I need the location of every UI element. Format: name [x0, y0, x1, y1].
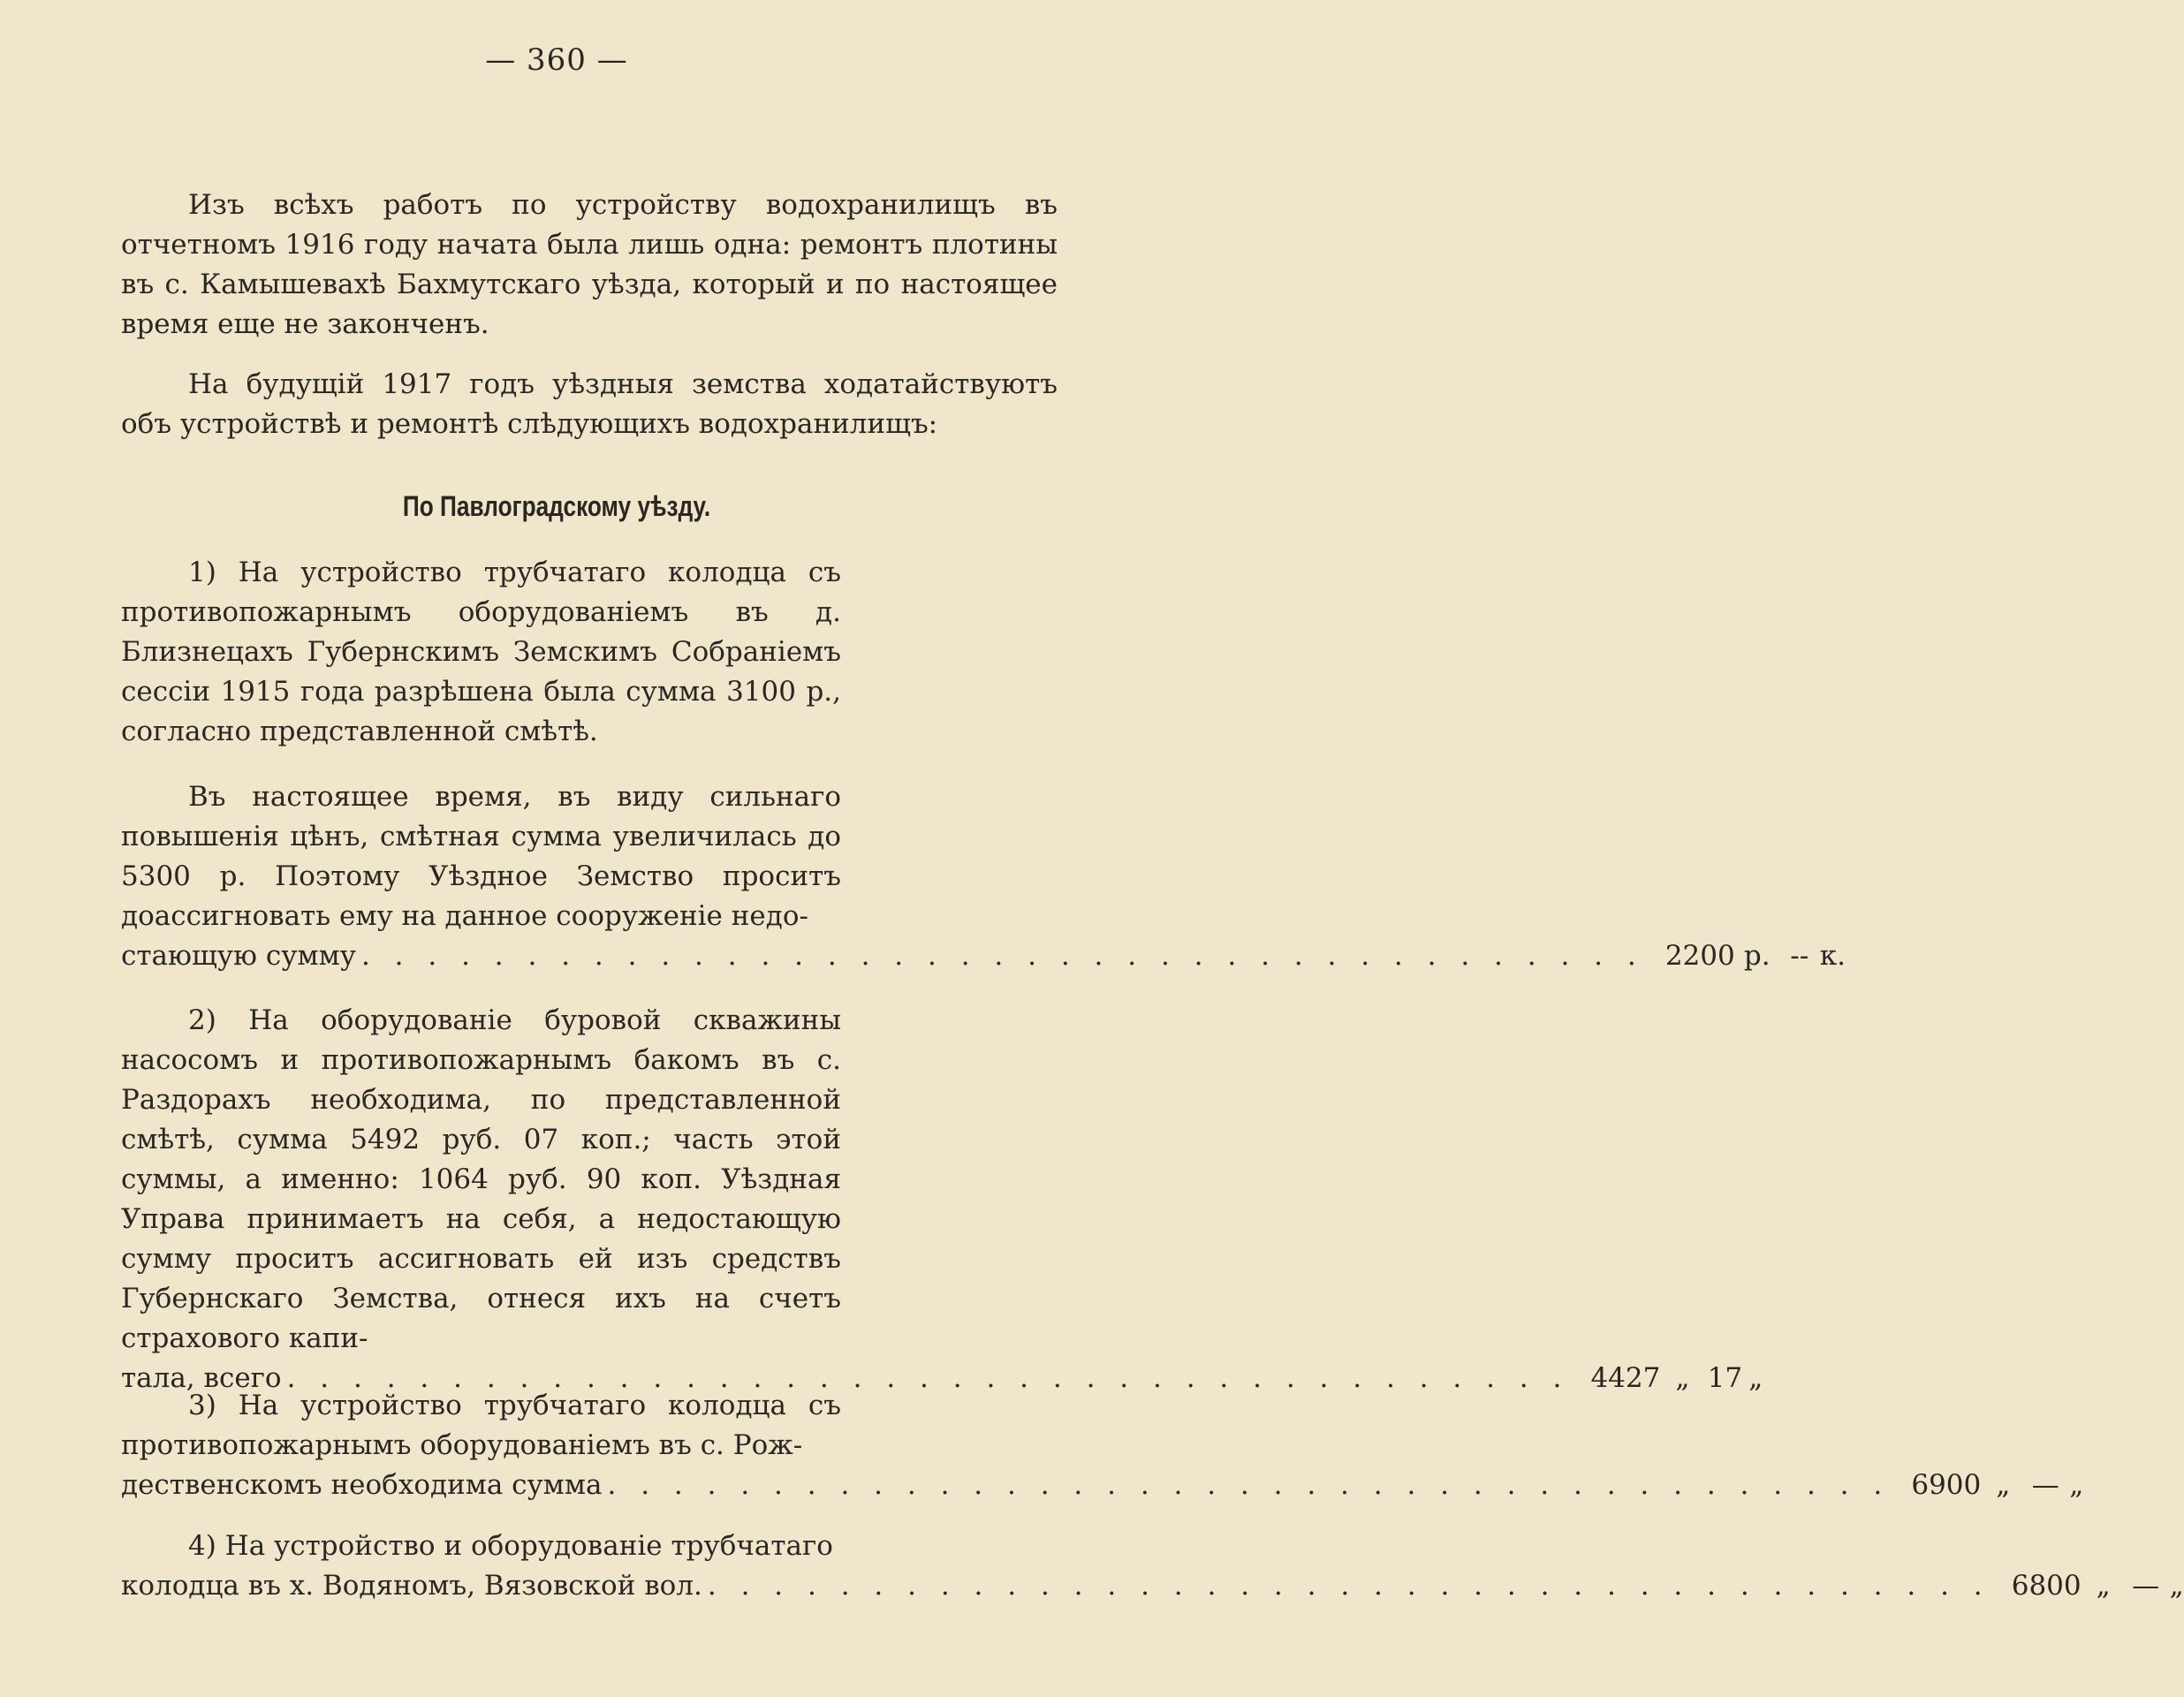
amount-rubles: 6900	[1911, 1469, 1982, 1501]
section-heading: По Павлоградскому уѣзду.	[402, 490, 711, 522]
unit-kopecks: „	[1748, 1362, 1763, 1394]
unit-kopecks: к.	[1819, 940, 1846, 972]
estimate-item-2	[121, 1001, 1763, 1398]
dot-leader: . . . . . . . . . . . . . . . . . . . . . . . . . . . . . . . . . . . . . . .	[360, 940, 1644, 972]
item-4-text: 4) На устройство и оборудованіе трубчатаго	[188, 1530, 833, 1562]
unit-rubles: р.	[1743, 940, 1771, 972]
estimate-item-1-continued	[121, 777, 1846, 976]
item-1-amount	[1651, 936, 1846, 976]
unit-kopecks: „	[2069, 1469, 2084, 1501]
item-1-last-line: стающую сумму	[121, 940, 356, 972]
unit-rubles: „	[1675, 1362, 1690, 1394]
item-1-amount-line	[121, 936, 1846, 976]
unit-rubles: „	[2096, 1570, 2111, 1602]
dot-leader: . . . . . . . . . . . . . . . . . . . . . . . . . . . . . . . . . . . . . . .	[607, 1469, 1891, 1501]
amount-rubles: 4427	[1590, 1362, 1661, 1394]
item-4-amount-line	[121, 1566, 2184, 1606]
page-number: — 360 —	[485, 42, 628, 78]
item-2-last-line: тала, всего	[121, 1362, 282, 1394]
dot-leader: . . . . . . . . . . . . . . . . . . . . . . . . . . . . . . . . . . . . . . .	[707, 1570, 1991, 1602]
estimate-item-4	[121, 1527, 2184, 1606]
item-3-last-line: дественскомъ необходима сумма	[121, 1469, 603, 1501]
item-3-amount-line	[121, 1466, 2084, 1505]
unit-rubles: „	[1996, 1469, 2011, 1501]
amount-kopecks: —	[2132, 1570, 2160, 1602]
amount-kopecks: —	[2031, 1469, 2059, 1501]
item-4-last-line: колодца въ х. Водяномъ, Вязовской вол.	[121, 1570, 702, 1602]
item-2-text: 2) На оборудованіе буровой скважины насосомъ и противопожарнымъ бакомъ въ с. Раздорахъ необходима, по представленной смѣтѣ, сумма 5492 руб. 07 коп.; часть этой суммы, а именно: 1064 руб. 90 коп. Уѣздная Управа принимаетъ на себя, а недостающую сумму проситъ ассигновать ей изъ средствъ Губернскаго Земства, отнеся ихъ на счетъ страхового капи-	[121, 1004, 841, 1354]
item-2-amount	[1576, 1359, 1763, 1398]
intro-paragraph-2: На будущій 1917 годъ уѣздныя земства ходатайствуютъ объ устройствѣ и ремонтѣ слѣдующихъ водохранилищъ:	[121, 368, 1058, 440]
estimate-item-3	[121, 1386, 2084, 1505]
amount-rubles: 2200	[1665, 940, 1735, 972]
dot-leader: . . . . . . . . . . . . . . . . . . . . . . . . . . . . . . . . . . . . . . .	[286, 1362, 1570, 1394]
item-4-amount	[1998, 1566, 2184, 1606]
intro-paragraph-1: Изъ всѣхъ работъ по устройству водохранилищъ въ отчетномъ 1916 году начата была лишь одна: ремонтъ плотины въ с. Камышевахѣ Бахмутскаго уѣзда, который и по настоящее время еще не законченъ.	[121, 189, 1058, 340]
amount-rubles: 6800	[2011, 1570, 2082, 1602]
item-1-text: 1) На устройство трубчатаго колодца съ противопожарнымъ оборудованіемъ въ д. Близнецахъ Губернскимъ Земскимъ Собраніемъ сессіи 1915 года разрѣшена была сумма 3100 р., согласно представленной смѣтѣ.	[121, 557, 841, 747]
amount-kopecks: 17	[1707, 1362, 1743, 1394]
item-3-amount	[1897, 1466, 2083, 1505]
item-1-text-continued: Въ настоящее время, въ виду сильнаго повышенія цѣнъ, смѣтная сумма увеличилась до 5300 р. Поэтому Уѣздное Земство проситъ доассигновать ему на данное сооруженіе недо-	[121, 781, 841, 932]
unit-kopecks: „	[2169, 1570, 2184, 1602]
amount-kopecks: --	[1790, 940, 1809, 972]
item-3-text: 3) На устройство трубчатаго колодца съ противопожарнымъ оборудованіемъ въ с. Рож-	[121, 1390, 841, 1461]
estimate-item-1	[121, 553, 1058, 752]
